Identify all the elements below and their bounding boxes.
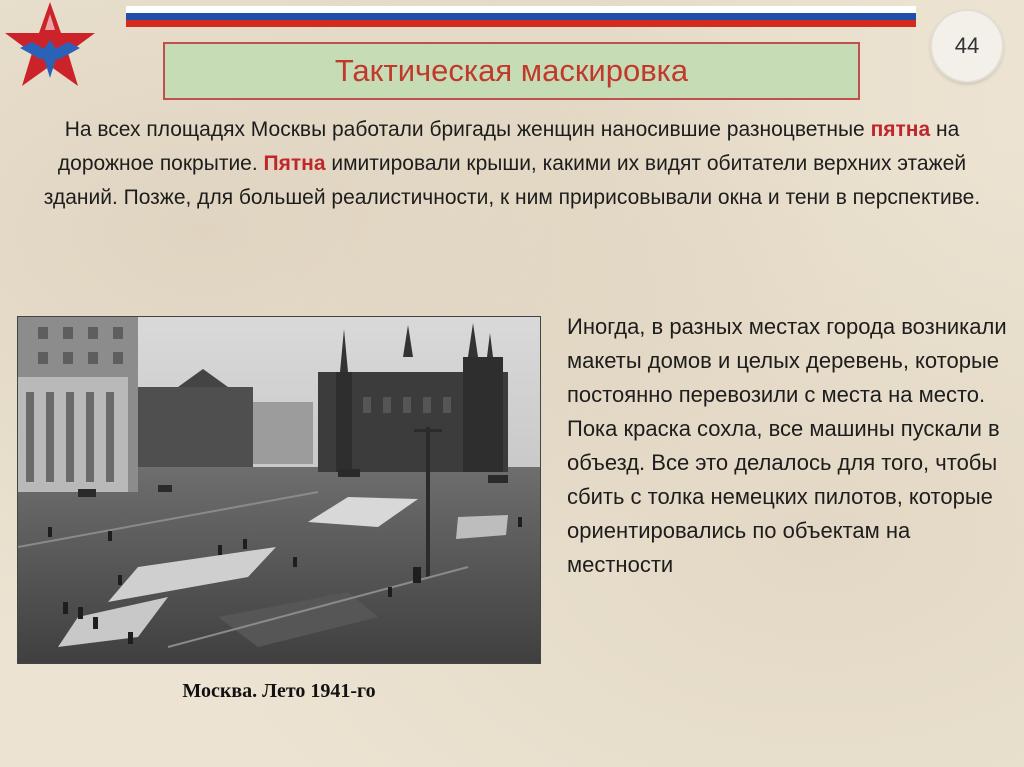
photo-illustration: [18, 317, 541, 664]
army-star-logo: [2, 0, 98, 88]
intro-highlight-1: пятна: [870, 118, 931, 141]
russian-flag-stripe: [126, 6, 916, 27]
page-number-badge: [932, 11, 1002, 81]
side-paragraph: Иногда, в разных местах города возникали макеты домов и целых деревень, которые постоянно перевозили с места на место. Пока краска сохла, все машины пускали в объезд. Все это делалось для того, чтобы сбить с толка немецких пилотов, которые ориентировались по объектам на местности: [567, 314, 1007, 577]
intro-text-1: На всех площадях Москвы работали бригады женщин наносившие разноцветные: [64, 118, 871, 141]
intro-highlight-2: Пятна: [263, 152, 326, 175]
intro-text-3: имитировали крыши, какими их видят обитатели верхних этажей зданий. Позже, для большей реалистичности, к ним пририсовывали окна и тени в перспективе.: [43, 152, 981, 209]
slide-title-box: [163, 42, 860, 100]
page-number: 44: [954, 33, 980, 58]
intro-paragraph: [40, 113, 984, 215]
slide-title: Тактическая маскировка: [334, 53, 689, 88]
photo-caption: Москва. Лето 1941-го: [182, 680, 376, 702]
intro-text-2: на дорожное покрытие.: [57, 118, 960, 175]
moscow-1941-photo: [17, 316, 541, 664]
